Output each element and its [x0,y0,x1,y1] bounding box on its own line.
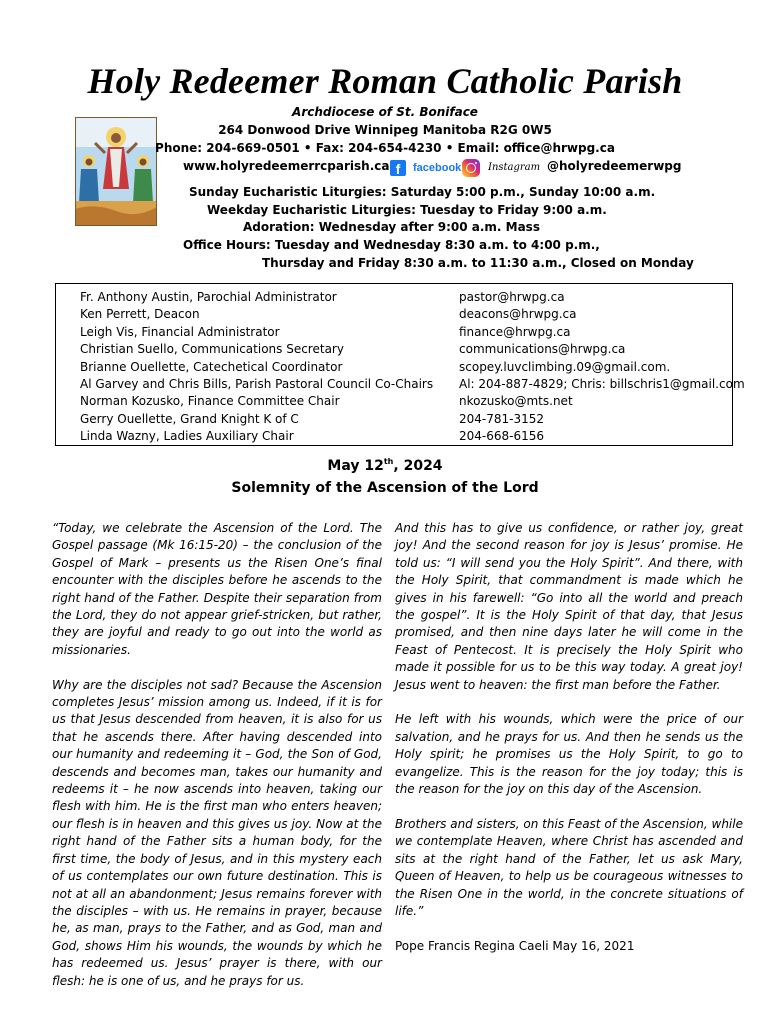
facebook-link[interactable] [390,157,460,181]
staff-role: Al Garvey and Chris Bills, Parish Pastoral Council Co-Chairs [80,376,434,391]
date-month-day: May 12 [327,458,384,474]
staff-contact: 204-781-3152 [459,411,545,426]
instagram-label: Instagram [488,162,541,173]
staff-role: Fr. Anthony Austin, Parochial Administrator [80,290,337,304]
sunday-liturgies: Sunday Eucharistic Liturgies: Saturday 5:00 p.m., Sunday 10:00 a.m. [189,185,656,199]
staff-contact[interactable]: scopey.luvclimbing.09@gmail.com. [459,359,671,374]
article-attribution: Pope Francis Regina Caeli May 16, 2021 [395,938,635,953]
staff-role: Leigh Vis, Financial Administrator [80,324,280,339]
article-right-column [395,520,743,973]
staff-role: Ken Perrett, Deacon [80,307,200,322]
contact-line: Phone: 204-669-0501 • Fax: 204-654-4230 • Email: office@hrwpg.ca [155,141,615,155]
staff-role: Norman Kozusko, Finance Committee Chair [80,394,340,409]
office-hours-line-1: Office Hours: Tuesday and Wednesday 8:30 a.m. to 4:00 p.m., [183,238,600,252]
date-year: , 2024 [393,458,443,474]
instagram-icon [462,159,480,177]
staff-roles [80,289,433,446]
staff-role: Brianne Ouellette, Catechetical Coordinator [80,359,343,374]
staff-directory [55,283,745,446]
weekday-liturgies: Weekday Eucharistic Liturgies: Tuesday to Friday 9:00 a.m. [207,203,607,217]
archdiocese-line: Archdiocese of St. Boniface [292,105,478,119]
staff-contact[interactable]: finance@hrwpg.ca [459,324,571,339]
staff-contact[interactable]: communications@hrwpg.ca [459,342,626,357]
article-paragraph: And this has to give us confidence, or rather joy, great joy! And the second reason for joy is Jesus’ promise. He told us: “I will send you the Holy Spirit”. And there, with the Holy Spirit, that commandment is made which he gives in his farewell: “Go into all the world and preach the gospel”. It is the Holy Spirit of that day, that Jesus promised, and then nine days later he will come in the Feast of Pentecost. It is precisely the Holy Spirit who made it possible for us to be this way today. A great joy! Jesus went to heaven: the first man before the Father. [395,521,743,692]
instagram-link[interactable] [462,157,542,181]
article-paragraph: “Today, we celebrate the Ascension of the Lord. The Gospel passage (Mk 16:15-20) – the conclusion of the Gospel of Mark – presents us the Risen One’s final encounter with the disciples before he ascends to the right hand of the Father. Despite their separation from the Lord, they do not appear grief-stricken, but rather, they are joyful and ready to go out into the world as missionaries. [52,521,382,657]
website-link[interactable]: www.holyredeemerrcparish.ca [183,159,390,173]
staff-contact[interactable]: pastor@hrwpg.ca [459,290,565,304]
parish-title: Holy Redeemer Roman Catholic Parish [87,61,683,101]
staff-contact[interactable]: nkozusko@mts.net [459,394,573,409]
facebook-icon: f [390,160,406,176]
bulletin-date [0,457,770,474]
article-paragraph: He left with his wounds, which were the price of our salvation, and he prays for us. And then he sends us the Holy spirit; he promises us the Holy Spirit, to go to evangelize. This is the reason for the joy today; this is the reason for the joy on this day of the Ascension. [395,712,743,797]
feast-title: Solemnity of the Ascension of the Lord [231,480,539,496]
staff-role: Christian Suello, Communications Secretary [80,342,344,357]
staff-contact[interactable]: Al: 204-887-4829; Chris: billschris1@gmail.com [459,376,745,391]
staff-contact: 204-668-6156 [459,429,545,444]
staff-contacts [459,289,745,446]
facebook-label: facebook [413,162,462,174]
address-line: 264 Donwood Drive Winnipeg Manitoba R2G 0W5 [218,123,552,137]
staff-role: Gerry Ouellette, Grand Knight K of C [80,411,299,426]
article-left-column [52,520,382,1007]
office-hours-line-2: Thursday and Friday 8:30 a.m. to 11:30 a.m., Closed on Monday [262,256,694,270]
article-paragraph: Why are the disciples not sad? Because the Ascension completes Jesus’ mission among us. Indeed, if it is for us that Jesus descended from heaven, it is also for us that he ascends there. After having descended into our humanity and redeeming it – God, the Son of God, descends and becomes man, takes our humanity and redeems it – he now ascends into heaven, taking our flesh with him. He is the first man who enters heaven; our flesh is in heaven and this gives us joy. Now at the right hand of the Father sits a human body, for the first time, the body of Jesus, and in this mystery each of us contemplates our own future destination. This is not at all an abandonment; Jesus remains forever with the disciples – with us. He remains in prayer, because he, as man, prays to the Father, and as God, man and God, shows Him his wounds, the wounds by which he has redeemed us. Jesus’ prayer is there, with our flesh: he is one of us, and he prays for us. [52,677,382,988]
article-paragraph: Brothers and sisters, on this Feast of the Ascension, while we contemplate Heaven, where Christ has ascended and sits at the right hand of the Father, let us ask Mary, Queen of Heaven, to help us be courageous witnesses to the Risen One in the world, in the concrete situations of life.” [395,816,743,918]
adoration-line: Adoration: Wednesday after 9:00 a.m. Mass [243,220,540,234]
staff-contact[interactable]: deacons@hrwpg.ca [459,307,577,322]
date-suffix: th [383,457,394,466]
social-handle: @holyredeemerwpg [547,159,682,173]
staff-role: Linda Wazny, Ladies Auxiliary Chair [80,429,294,444]
